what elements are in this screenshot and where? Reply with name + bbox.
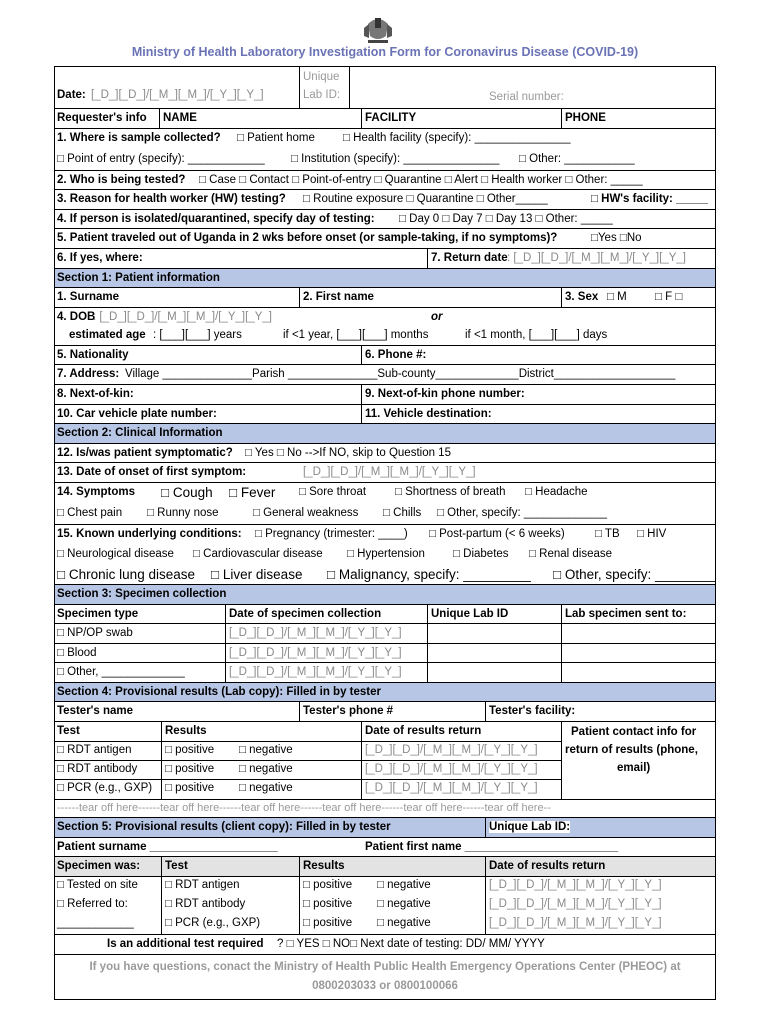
date-field[interactable]: [_D_][_D_]/[_M_][_M_]/[_Y_][_Y_]: [91, 89, 264, 101]
return-date-field[interactable]: : [_D_][_D_]/[_M_][_M_]/[_Y_][_Y_]: [507, 251, 686, 264]
additional-test-row: Is an additional test required ? □ YES □ NO□ Next date of testing: DD/ MM/ YYYY: [55, 935, 715, 955]
onset-date-field[interactable]: [_D_][_D_]/[_M_][_M_]/[_Y_][_Y_]: [303, 466, 476, 479]
vehicle-row: 10. Car vehicle plate number: 11. Vehicle destination:: [55, 405, 715, 425]
specimen-row: □ NP/OP swab [_D_][_D_]/[_M_][_M_]/[_Y_][_Y_]: [55, 624, 715, 644]
question-2: 2. Who is being tested? □ Case □ Contact □ Point-of-entry □ Quarantine □ Alert □ Health worker □ Other: _____: [55, 171, 715, 191]
tester-row: Tester's name Tester's phone # Tester's facility:: [55, 702, 715, 722]
tear-off-line: ------tear off here------tear off here------tear off here------tear off here------tear off here------tear off here--: [55, 800, 715, 818]
question-5: 5. Patient traveled out of Uganda in 2 wks before onset (or sample-taking, if no symptoms)? □Yes □No: [55, 229, 715, 249]
requester-row: Requester's info NAME FACILITY PHONE: [55, 109, 715, 129]
section-3-header: Section 3: Specimen collection: [55, 585, 715, 605]
dob-field[interactable]: : [_D_][_D_]/[_M_][_M_]/[_Y_][_Y_]: [93, 310, 272, 323]
lab-results-table: Test Results Date of results return Patient contact info for return of results (phone, email) □ RDT antigen □ positive □ negative [_D_][_D_]/[_M_][_M_]/[_Y_][_Y_] □ RDT antibody □ positive □ negative [_D_][_D_]/[_M_][_M_]/[_Y_][_Y_] □ PCR (e.g., GXP) □ positive □ negative [_D_][_D_]/[_M_][_M_]/[_Y_][_Y_]: [55, 722, 715, 800]
address-row: 7. Address: Village ______________Parish ______________Sub-county_____________District___________________: [55, 365, 715, 385]
footer-contact: If you have questions, conact the Ministry of Health Public Health Emergency Operations Center (PHEOC) at 0800203033 or 0800100066: [89, 960, 681, 992]
question-12: 12. Is/was patient symptomatic? □ Yes □ No -->If NO, skip to Question 15: [55, 444, 715, 464]
uganda-coat-of-arms-icon: [360, 10, 396, 46]
header-row: Date: [_D_][_D_]/[_M_][_M_]/[_Y_][_Y_] Unique Lab ID: Serial number:: [55, 67, 715, 109]
specimen-header-row: Specimen type Date of specimen collection Unique Lab ID Lab specimen sent to:: [55, 605, 715, 625]
specimen-row: □ Blood [_D_][_D_]/[_M_][_M_]/[_Y_][_Y_]: [55, 644, 715, 664]
form-title: Ministry of Health Laboratory Investigation Form for Coronavirus Disease (COVID-19): [131, 45, 639, 59]
section-2-header: Section 2: Clinical Information: [55, 424, 715, 444]
nationality-row: 5. Nationality 6. Phone #:: [55, 346, 715, 366]
name-row: 1. Surname 2. First name 3. Sex □ M □ F □: [55, 288, 715, 308]
serial-number-field[interactable]: Serial number:: [489, 91, 564, 103]
section-5-header: Section 5: Provisional results (client copy): Filled in by tester Unique Lab ID:: [55, 818, 715, 838]
question-1: 1. Where is sample collected? □ Patient home □ Health facility (specify): _______________ □ Point of entry (specify): ____________ □ Institution (specify): _______________ □ Other: ___________: [55, 129, 715, 171]
question-13: 13. Date of onset of first symptom: [_D_][_D_]/[_M_][_M_]/[_Y_][_Y_]: [55, 463, 715, 483]
client-results-table: Specimen was: Test Results Date of results return □ Tested on site □ Referred to: ____________ □ RDT antigen □ RDT antibody □ PCR (e.g., GXP) □ positive □ negative □ positive □ negative □ positive □ negative [_D_][_D_]/[_M_][_M_]/[_Y_][_Y_] [_D_][_D_]/[_M_][_M_]/[_Y_][_Y_] [_D_][_D_]/[_M_][_M_]/[_Y_][_Y_]: [55, 857, 715, 935]
question-4: 4. If person is isolated/quarantined, specify day of testing: □ Day 0 □ Day 7 □ Day 13 □ Other: _____: [55, 210, 715, 230]
question-3: 3. Reason for health worker (HW) testing? □ Routine exposure □ Quarantine □ Other_____ □ HW's facility: _____: [55, 190, 715, 210]
question-14: 14. Symptoms □ Cough □ Fever □ Sore throat □ Shortness of breath □ Headache □ Chest pain □ Runny nose □ General weakness □ Chills □ Other, specify: _____________: [55, 483, 715, 525]
section-1-header: Section 1: Patient information: [55, 269, 715, 289]
client-name-row: Patient surname ____________________ Patient first name ________________________: [55, 838, 715, 858]
dob-row: 4. DOB : [_D_][_D_]/[_M_][_M_]/[_Y_][_Y_] or estimated age : [___][___] years if <1 year, [___][___] months if <1 month, [___][___] days: [55, 308, 715, 346]
question-6-7: 6. If yes, where: 7. Return date : [_D_][_D_]/[_M_][_M_]/[_Y_][_Y_]: [55, 249, 715, 269]
question-15: 15. Known underlying conditions: □ Pregnancy (trimester: ____) □ Post-partum (< 6 weeks) □ TB □ HIV □ Neurological disease □ Cardiovascular disease □ Hypertension □ Diabetes □ Renal disease □ Chronic lung disease □ Liver disease □ Malignancy, specify: _________ □ Other, specify: ________: [55, 525, 715, 585]
specimen-row: □ Other, _____________ [_D_][_D_]/[_M_][_M_]/[_Y_][_Y_]: [55, 663, 715, 683]
section-4-header: Section 4: Provisional results (Lab copy): Filled in by tester: [55, 683, 715, 703]
lab-form: [54, 66, 716, 1000]
next-of-kin-row: 8. Next-of-kin: 9. Next-of-kin phone number:: [55, 385, 715, 405]
